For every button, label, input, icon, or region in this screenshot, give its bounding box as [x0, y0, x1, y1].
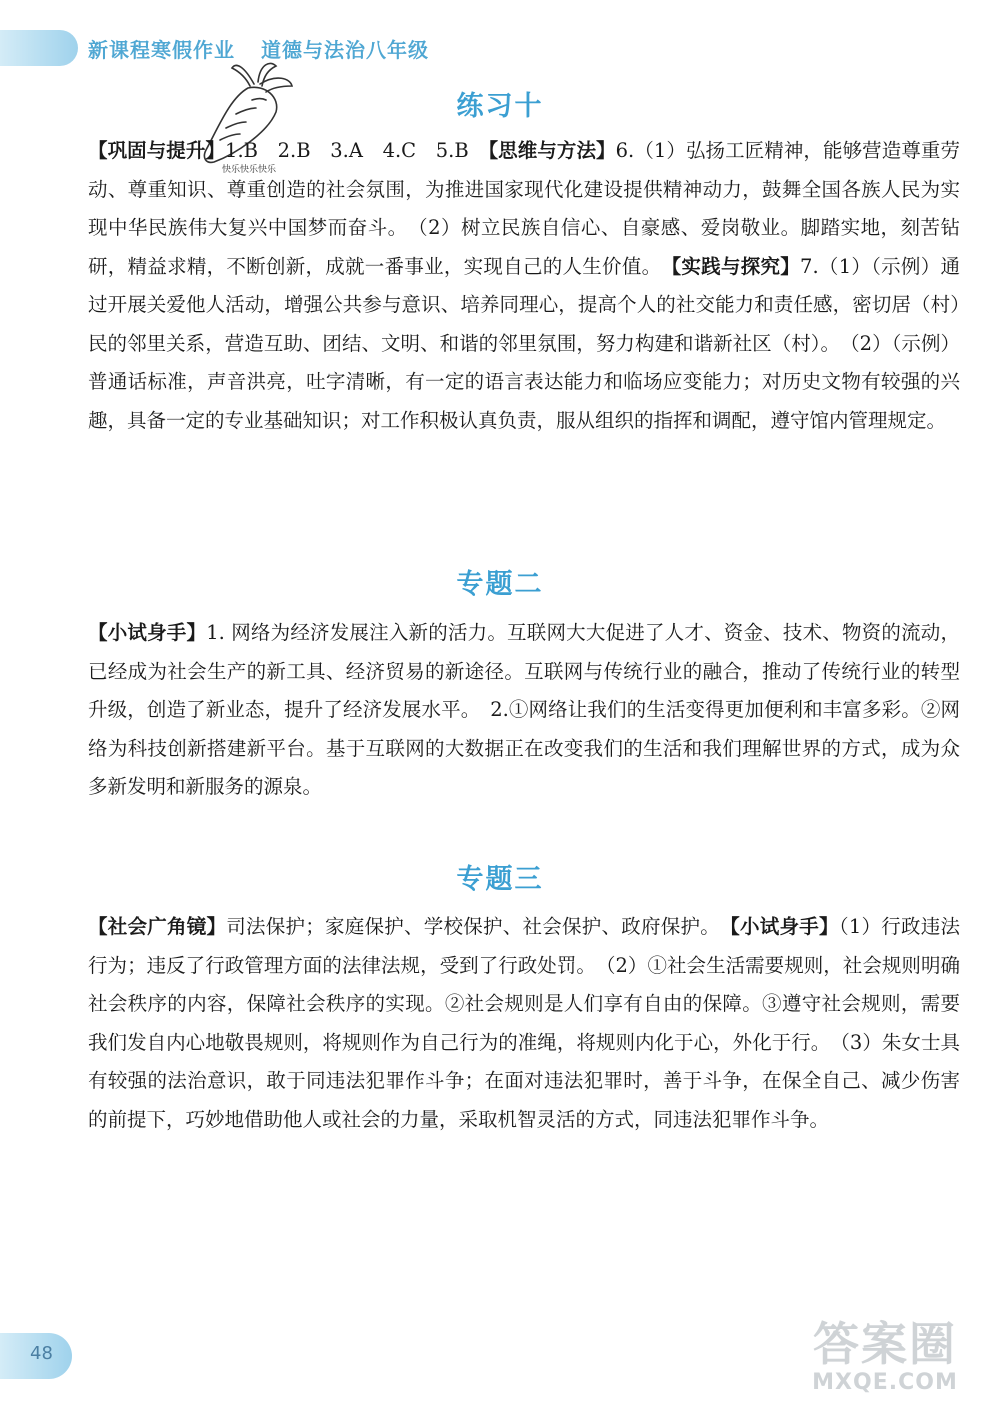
page-number: 48 — [30, 1343, 53, 1364]
label-practice-explore: 【实践与探究】 — [671, 254, 801, 278]
label-social-lens: 【社会广角镜】 — [88, 915, 227, 938]
label-thinking-method: 【思维与方法】 — [488, 139, 616, 162]
section-title-exercise-10: 练习十 — [456, 91, 544, 122]
topic-2-answers — [88, 614, 960, 807]
exercise-10-answers — [88, 132, 960, 440]
answer-text: 1. 网络为经济发展注入新的活力。互联网大大促进了人才、资金、技术、物资的流动，已经成为社会生产的新工具、经济贸易的新途径。互联网与传统行业的融合，推动了传统行业的转型升级，创造了新业态，提升了经济发展水平。 2.①网络让我们的生活变得更加便利和丰富多彩。②网络为科技创新搭建新平台。基于互联网的大数据正在改变我们的生活和我们理解世界的方式，成为众多新发明和新服务的源泉。 — [88, 621, 960, 798]
mascot-caption: 快乐快乐快乐 — [222, 165, 277, 175]
series-title: 新课程寒假作业 — [88, 38, 235, 62]
answer-text: 司法保护；家庭保护、学校保护、社会保护、政府保护。 — [226, 915, 731, 938]
watermark-url: MXQE.COM — [812, 1370, 958, 1395]
topic-3-answers — [88, 908, 960, 1139]
watermark — [800, 1318, 970, 1395]
answer-text: 7.（1）（示例）通过开展关爱他人活动，增强公共参与意识、培养同理心，提高个人的社交能力和责任感，密切居（村）民的邻里关系，营造互助、团结、文明、和谐的邻里氛围，努力构建和谐新社区（村）。 （2）（示例）普通话标准，声音洪亮，吐字清晰，有一定的语言表达能力和临场应变能力；对历史文物有较强的兴趣，具备一定的专业基础知识；对工作积极认真负责，服从组织的指挥和调配，遵守馆内管理规定。 — [88, 254, 960, 432]
label-consolidate: 【巩固与提升】 — [88, 139, 226, 162]
answer-text: 6.（1）弘扬工匠精神，能够营造尊重劳动、尊重知识、尊重创造的社会氛围，为推进国家现代化建设提供精神动力，鼓舞全国各族人民为实现中华民族伟大复兴中国梦而奋斗。 （2）树立民族自信心、自豪感、爱岗敬业。脚踏实地，刻苦钻研，精益求精，不断创新，成就一番事业，实现自己的人生价值。 — [88, 139, 960, 278]
section-title-topic-3: 专题三 — [456, 864, 544, 895]
answer-text: 1.B 2.B 3.A 4.C 5.B — [225, 139, 489, 162]
header-tab — [0, 30, 78, 66]
subject-title: 道德与法治八年级 — [260, 38, 429, 62]
section-title-topic-2: 专题二 — [456, 569, 544, 600]
watermark-logo-text: 答案圈 — [813, 1317, 957, 1371]
answer-text: （1）行政违法行为；违反了行政管理方面的法律法规，受到了行政处罚。 （2）①社会生活需要规则，社会规则明确社会秩序的内容，保障社会秩序的实现。②社会规则是人们享有自由的保障。③遵守社会规则，需要我们发自内心地敬畏规则，将规则作为自己行为的准绳，将规则内化于心，外化于行。 （3）朱女士具有较强的法治意识，敢于同违法犯罪作斗争；在面对违法犯罪时，善于斗争，在保全自己、减少伤害的前提下，巧妙地借助他人或社会的力量，采取机智灵活的方式，同违法犯罪作斗争。 — [88, 915, 960, 1131]
label-try-it: 【小试身手】 — [730, 915, 839, 938]
label-try-it: 【小试身手】 — [88, 621, 207, 644]
